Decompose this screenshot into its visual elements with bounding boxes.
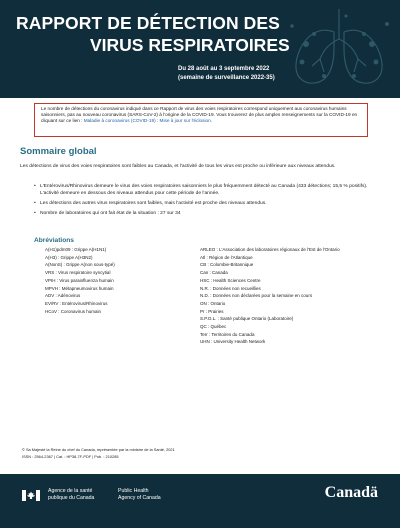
publication-ids: ISSN : 2564-2367 | Cat. : HP38-7F-PDF | Pub. : 210285 bbox=[22, 454, 119, 460]
abbreviation-item: UHN : University Health Network bbox=[200, 339, 266, 345]
abbreviation-item: A(NonS) : Grippe A(non sous-typé) bbox=[45, 262, 115, 268]
copyright-block bbox=[22, 446, 382, 461]
report-dates: Du 28 août au 3 septembre 2022 bbox=[178, 66, 270, 72]
surveillance-week: (semaine de surveillance 2022-35) bbox=[178, 75, 275, 81]
summary-bullets bbox=[34, 183, 380, 220]
agency-en-line: Agency of Canada bbox=[118, 494, 161, 501]
abbreviation-item: MPVH : Métapneumovirus humain bbox=[45, 285, 114, 291]
summary-bullet: • Nombre de laboratoires qui ont fait état de la situation : 27 sur 34 bbox=[34, 210, 380, 217]
canada-flag-icon bbox=[22, 490, 40, 501]
abbreviations-heading: Abréviations bbox=[34, 237, 74, 244]
agency-fr-line: Agence de la santé bbox=[48, 488, 93, 494]
abbreviation-item: QC : Québec bbox=[200, 324, 227, 330]
covid-notice-box bbox=[34, 103, 368, 137]
copyright-line: © Sa Majesté la Reine du chef du Canada, représentée par la ministre de la Santé, 2021 bbox=[22, 447, 175, 452]
canada-wordmark: Canadä bbox=[324, 484, 378, 501]
abbreviation-item: A(H1)pdm09 : Grippe A(H1N1) bbox=[45, 247, 107, 252]
report-title-line2: VIRUS RESPIRATOIRES bbox=[90, 35, 290, 55]
abbreviation-item: N.D. : Données non déclarées pour la semaine en cours bbox=[200, 293, 313, 299]
abbreviation-item: Atl : Région de l'Atlantique bbox=[200, 254, 253, 260]
lungs-illustration-icon bbox=[284, 4, 394, 94]
notice-text: Le nombre de détections du coronavirus indiqué dans ce Rapport de virus des voies respiratoires correspond uniquement aux coronavirus humains saisonniers, pas au nouveau coronavirus (SARS-CoV-2) à l'origine de la COVID-19. Vous trouverez de plus amples renseignements sur la COVID-19 en cliquant sur ce lien : bbox=[41, 106, 358, 124]
agency-name-en bbox=[118, 488, 188, 501]
abbreviation-item: VRS : Virus respiratoire syncytial bbox=[45, 270, 111, 276]
report-title-line1: RAPPORT DE DÉTECTION DES bbox=[16, 13, 280, 33]
abbreviation-item: HSC : Health Sciences Centre bbox=[200, 277, 261, 283]
abbreviation-item: ON : Ontario bbox=[200, 300, 226, 306]
abbreviation-item: S.P.O.L. : Santé publique Ontario (Laboratoire) bbox=[200, 316, 294, 322]
abbreviations-left-list bbox=[45, 246, 195, 315]
report-header bbox=[0, 0, 400, 98]
abbreviation-item: HCoV : Coronavirus humain bbox=[45, 308, 102, 314]
government-footer bbox=[0, 474, 400, 528]
summary-intro: Les détections de virus des voies respiratoires sont faibles au Canada, et l'activité de tous les virus est proche ou inférieure aux niveaux attendus. bbox=[20, 164, 336, 169]
abbreviation-item: A(H3) : Grippe A(H3N2) bbox=[45, 254, 93, 260]
abbreviation-item: CB : Colombie-Britannique bbox=[200, 262, 254, 268]
abbreviation-item: Can : Canada bbox=[200, 270, 228, 276]
agency-name-fr bbox=[48, 488, 108, 501]
summary-bullet: • Les détections des autres virus respiratoires sont faibles, mais l'activité est proche des niveaux attendus. bbox=[34, 200, 380, 207]
abbreviation-item: Pr : Prairies bbox=[200, 308, 224, 314]
abbreviation-item: Terr : Territoires du Canada bbox=[200, 331, 255, 337]
abbreviation-item: ARLEO : L'Association des laboratoires régionaux de l'Est de l'Ontario bbox=[200, 247, 340, 252]
summary-heading: Sommaire global bbox=[20, 146, 97, 157]
agency-fr-line: publique du Canada bbox=[48, 494, 95, 501]
covid-outbreak-link[interactable]: Maladie à coronavirus (COVID-19) : Mise à jour sur l'éclosion. bbox=[83, 118, 213, 124]
abbreviation-item: ADV : Adénovirus bbox=[45, 293, 81, 299]
abbreviation-item: VPIH : Virus parainfluenza humain bbox=[45, 277, 114, 283]
summary-bullet: • L'Entérovirus/Rhinovirus demeure le virus des voies respiratoires saisonniers le plus fréquemment détecté au Canada (433 détections; 15,5 % positifs). L'activité demeure en dessous des niveaux attendus pour cette période de l'année. bbox=[34, 183, 380, 197]
abbreviation-item: EV/RV : Entérovirus/Rhinovirus bbox=[45, 300, 108, 306]
agency-en-line: Public Health bbox=[118, 488, 149, 494]
abbreviation-item: N.R. : Données non recueillies bbox=[200, 285, 261, 291]
abbreviations-right-list bbox=[200, 246, 380, 346]
